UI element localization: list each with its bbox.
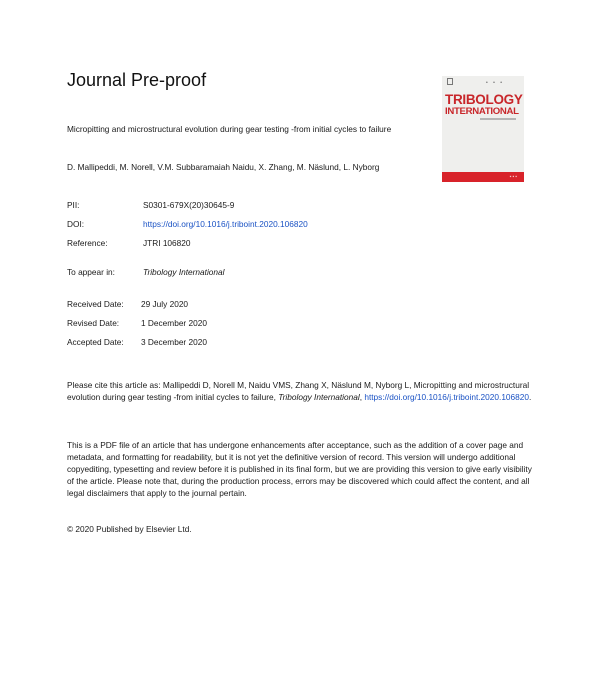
citation-paragraph — [67, 379, 532, 403]
pii-label: PII: — [67, 200, 80, 210]
citation-doi-link[interactable]: https://doi.org/10.1016/j.triboint.2020.106820 — [364, 392, 530, 402]
appear-value: Tribology International — [143, 267, 225, 277]
citation-intro: Please cite this article as: Mallipeddi D, Norell M, Naidu VMS, Zhang X, Näslund M, Nyborg L, Micropitting and microstructural evolution during gear testing -from initial cycles to failure, — [67, 380, 530, 402]
accepted-value: 3 December 2020 — [141, 337, 207, 347]
revised-label: Revised Date: — [67, 318, 120, 328]
author-list: D. Mallipeddi, M. Norell, V.M. Subbaramaiah Naidu, X. Zhang, M. Näslund, L. Nyborg — [67, 162, 380, 172]
cover-bottom-bar — [442, 172, 524, 182]
citation-end: . — [529, 392, 532, 402]
article-title: Micropitting and microstructural evolution during gear testing -from initial cycles to failure — [67, 124, 392, 134]
reference-value: JTRI 106820 — [143, 238, 191, 248]
received-value: 29 July 2020 — [141, 299, 189, 309]
citation-separator: , — [359, 392, 365, 402]
cover-bar-marks: ▪▪▪ — [509, 174, 518, 180]
received-label: Received Date: — [67, 299, 124, 309]
copyright-line: © 2020 Published by Elsevier Ltd. — [67, 524, 192, 534]
revised-value: 1 December 2020 — [141, 318, 207, 328]
cover-journal-name-line2: INTERNATIONAL — [445, 106, 519, 117]
doi-label: DOI: — [67, 219, 85, 229]
citation-journal: Tribology International — [278, 392, 360, 402]
appear-label: To appear in: — [67, 267, 115, 277]
disclaimer-paragraph: This is a PDF file of an article that has undergone enhancements after acceptance, such as the addition of a cover page and metadata, and formatting for readability, but it is not yet the definitive version of record. This version will undergo additional copyediting, typesetting and review before it is published in its final form, but we are providing this version to give early visibility of the article. Please note that, during the production process, errors may be discovered which could affect the content, and all legal disclaimers that apply to the journal pertain. — [67, 440, 532, 498]
cover-top-marks: • • • — [486, 80, 505, 86]
cover-top-row — [446, 78, 520, 86]
cover-rule — [480, 118, 516, 120]
cover-journal-name-line1: TRIBOLOGY — [445, 92, 523, 107]
pii-value: S0301-679X(20)30645-9 — [143, 200, 235, 210]
doi-link[interactable]: https://doi.org/10.1016/j.triboint.2020.106820 — [143, 219, 308, 229]
elsevier-logo-icon — [447, 78, 453, 85]
reference-label: Reference: — [67, 238, 108, 248]
accepted-label: Accepted Date: — [67, 337, 124, 347]
page-heading: Journal Pre-proof — [67, 70, 207, 90]
